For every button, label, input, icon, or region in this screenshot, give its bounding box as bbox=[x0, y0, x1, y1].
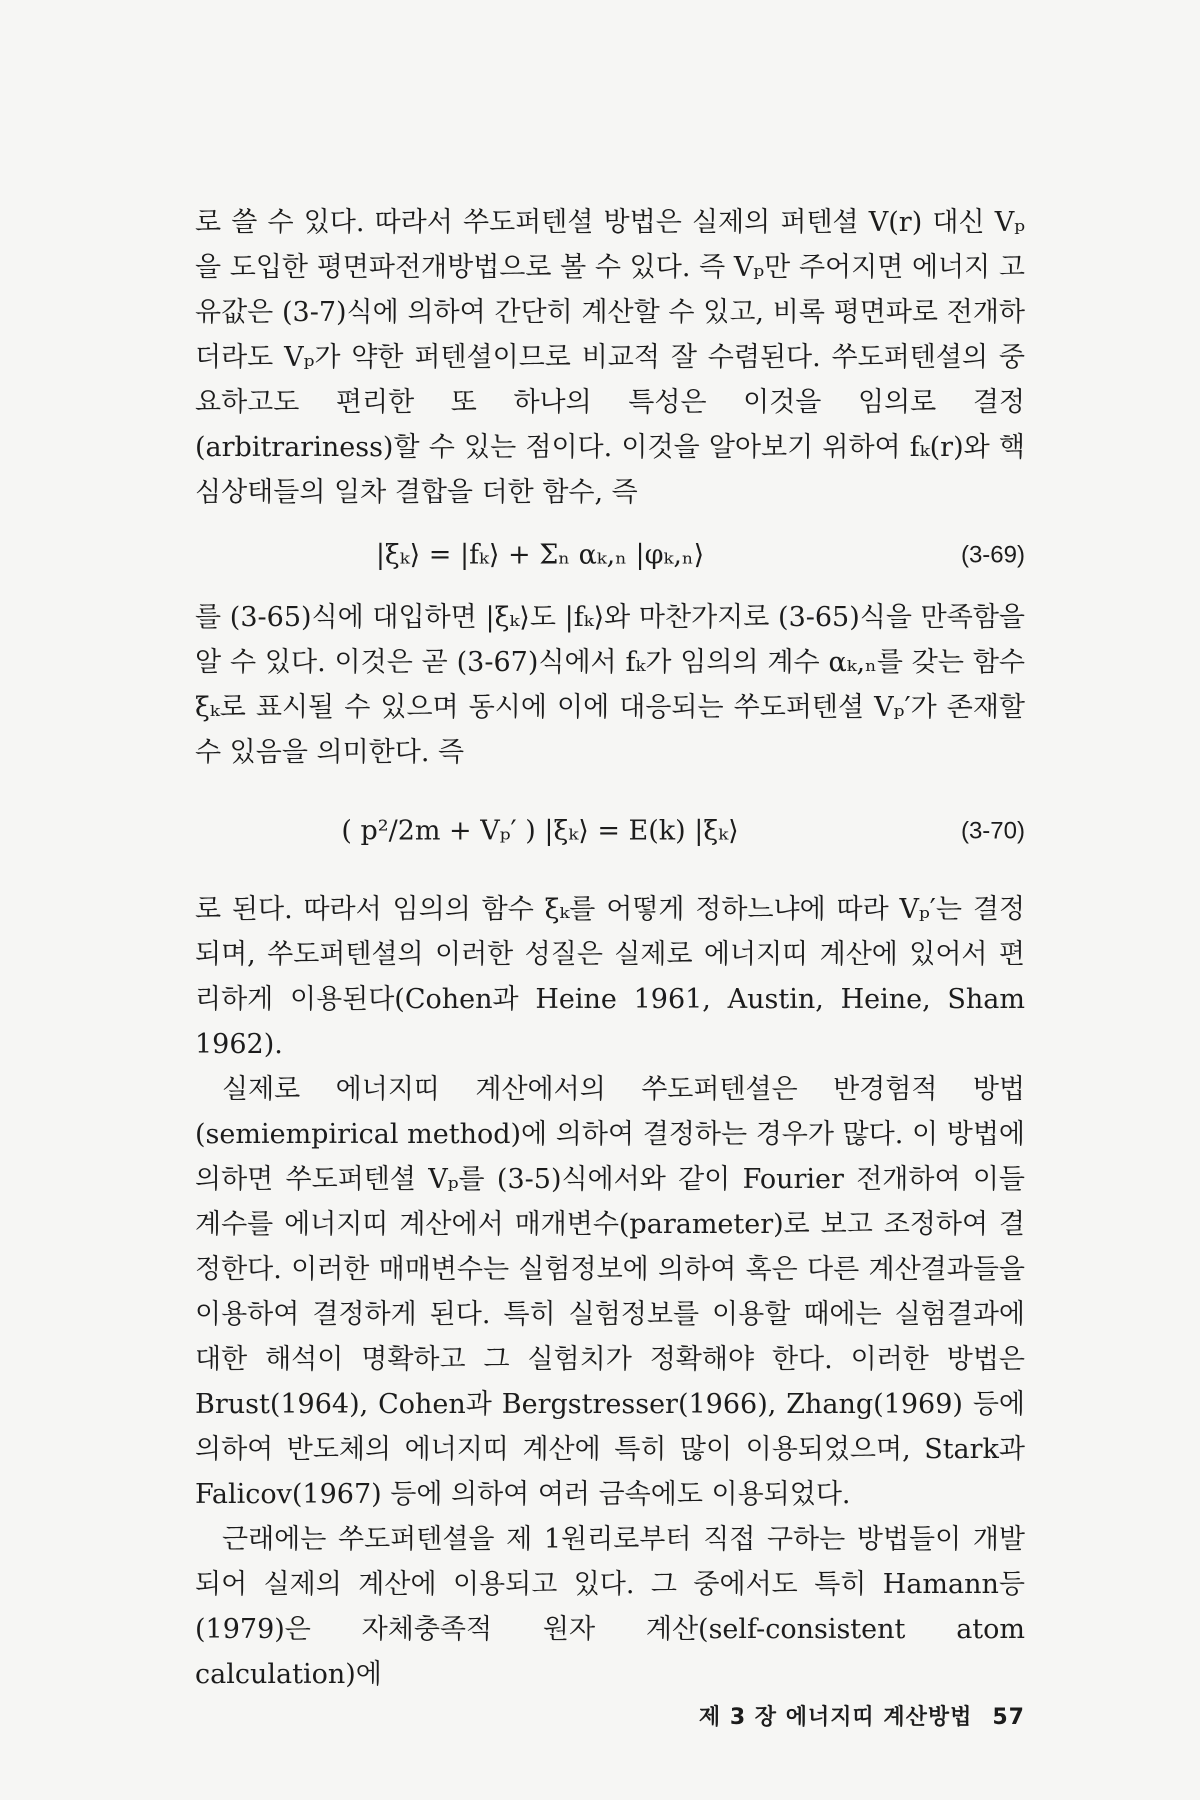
paragraph-3: 로 된다. 따라서 임의의 함수 ξₖ를 어떻게 정하느냐에 따라 Vₚ′는 결정되며, 쑤도퍼텐셜의 이러한 성질은 실제로 에너지띠 계산에 있어서 편리하게 이용된다(Cohen과 Heine 1961, Austin, Heine, Sham 1962). bbox=[195, 894, 1025, 1060]
page-number: 57 bbox=[992, 1705, 1025, 1730]
page-footer bbox=[699, 1700, 1025, 1731]
equation-body: |ξₖ⟩ = |fₖ⟩ + Σₙ αₖ,ₙ |φₖ,ₙ⟩ bbox=[375, 539, 705, 571]
chapter-title: 제 3 장 에너지띠 계산방법 bbox=[698, 1705, 973, 1730]
paragraph-5: 근래에는 쑤도퍼텐셜을 제 1원리로부터 직접 구하는 방법들이 개발되어 실제의 계산에 이용되고 있다. 그 중에서도 특히 Hamann등(1979)은 자체충족적 원자 계산(self-consistent atom calculation)에 bbox=[195, 1524, 1025, 1690]
page-content bbox=[195, 200, 1025, 1697]
paragraph-1: 로 쓸 수 있다. 따라서 쑤도퍼텐셜 방법은 실제의 퍼텐셜 V(r) 대신 Vₚ을 도입한 평면파전개방법으로 볼 수 있다. 즉 Vₚ만 주어지면 에너지 고유값은 (3-7)식에 의하여 간단히 계산할 수 있고, 비록 평면파로 전개하더라도 Vₚ가 약한 퍼텐셜이므로 비교적 잘 수렴된다. 쑤도퍼텐셜의 중요하고도 편리한 또 하나의 특성은 이것을 임의로 결정(arbitrariness)할 수 있는 점이다. 이것을 알아보기 위하여 fₖ(r)와 핵심상태들의 일차 결합을 더한 함수, 즉 bbox=[195, 207, 1025, 508]
equation-3-70 bbox=[195, 779, 1025, 883]
paragraph-2: 를 (3-65)식에 대입하면 |ξₖ⟩도 |fₖ⟩와 마찬가지로 (3-65)식을 만족함을 알 수 있다. 이것은 곧 (3-67)식에서 fₖ가 임의의 계수 αₖ,ₙ를 갖는 함수 ξₖ로 표시될 수 있으며 동시에 이에 대응되는 쑤도퍼텐셜 Vₚ′가 존재할 수 있음을 의미한다. 즉 bbox=[195, 602, 1025, 768]
equation-number: (3-69) bbox=[960, 541, 1025, 569]
paragraph-4: 실제로 에너지띠 계산에서의 쑤도퍼텐셜은 반경험적 방법(semiempirical method)에 의하여 결정하는 경우가 많다. 이 방법에 의하면 쑤도퍼텐셜 Vₚ를 (3-5)식에서와 같이 Fourier 전개하여 이들 계수를 에너지띠 계산에서 매개변수(parameter)로 보고 조정하여 결정한다. 이러한 매매변수는 실험정보에 의하여 혹은 다른 계산결과들을 이용하여 결정하게 된다. 특히 실험정보를 이용할 때에는 실험결과에 대한 해석이 명확하고 그 실험치가 정확해야 한다. 이러한 방법은 Brust(1964), Cohen과 Bergstresser(1966), Zhang(1969) 등에 의하여 반도체의 에너지띠 계산에 특히 많이 이용되었으며, Stark과 Falicov(1967) 등에 의하여 여러 금속에도 이용되었다. bbox=[195, 1074, 1025, 1510]
equation-3-69 bbox=[195, 519, 1025, 591]
equation-body: ( p²/2m + Vₚ′ ) |ξₖ⟩ = E(k) |ξₖ⟩ bbox=[341, 815, 739, 847]
equation-number: (3-70) bbox=[960, 817, 1025, 845]
